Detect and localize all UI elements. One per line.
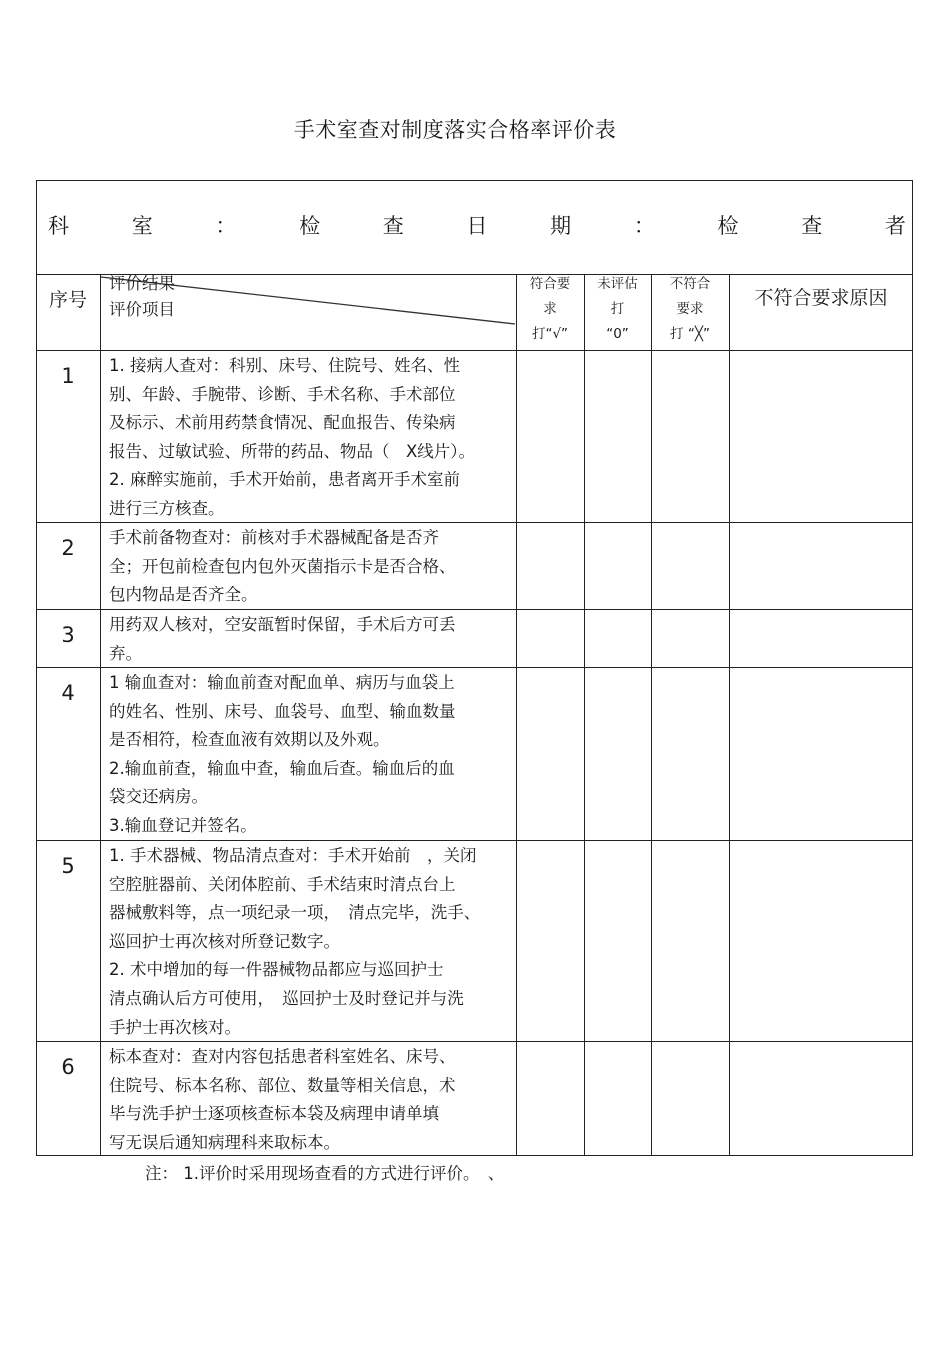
row-number: 1	[61, 364, 75, 388]
row-item-text: 标本查对：查对内容包括患者科室姓名、床号、	[109, 1047, 456, 1066]
row-item-text: 袋交还病房。	[109, 787, 208, 807]
row-item-text: 3.输血登记并签名。	[109, 816, 257, 835]
info-char: 查	[382, 214, 404, 238]
info-char: 检	[717, 214, 739, 238]
footnote: 注： 1.评价时采用现场查看的方式进行评价。 、	[145, 1164, 505, 1183]
header-col-conform-line: 打“√”	[531, 326, 569, 342]
row-item-text: 2. 术中增加的每一件器械物品都应与巡回护士	[109, 960, 444, 980]
header-col-nonconform	[651, 272, 729, 347]
row-number: 6	[61, 1055, 75, 1079]
row-item-text: 巡回护士再次核对所登记数字。	[109, 931, 340, 951]
row-item-text: 1. 接病人查对：科别、床号、住院号、姓名、性	[109, 356, 460, 375]
row-item-text: 是否相符，检查血液有效期以及外观。	[109, 730, 390, 750]
header-col-conform-line: 求	[543, 301, 557, 317]
row-item-text: 器械敷料等，点一项纪录一项， 清点完毕，洗手、	[109, 903, 481, 923]
row-item-text: 1. 手术器械、物品清点查对：手术开始前 ，关闭	[109, 846, 477, 865]
header-seq: 序号	[48, 289, 87, 311]
info-char: 科	[48, 214, 69, 238]
row-item-text: 弃。	[109, 643, 142, 663]
info-char: 检	[299, 214, 321, 238]
row-item-text: 空腔脏器前、关闭体腔前、手术结束时清点台上	[109, 874, 456, 894]
info-char: 日	[466, 214, 488, 238]
row-item-text: 包内物品是否齐全。	[109, 585, 258, 605]
info-char: ：	[633, 214, 655, 238]
header-col-unevaluated	[584, 272, 651, 347]
header-col-nonconform-line: 要求	[676, 301, 704, 317]
header-diag-top: 评价结果	[109, 274, 175, 293]
row-item-text: 报告、过敏试验、所带的药品、物品（ X线片）。	[109, 441, 476, 461]
row-item-text: 2.输血前查，输血中查，输血后查。输血后的血	[109, 758, 455, 778]
info-char: 者	[884, 214, 906, 238]
row-item-text: 2. 麻醉实施前，手术开始前，患者离开手术室前	[109, 470, 460, 490]
row-item-text: 写无误后通知病理科来取标本。	[109, 1132, 340, 1152]
header-col-unevaluated-line: 未评估	[597, 276, 638, 292]
info-char: 查	[801, 214, 823, 238]
row-item-text: 的姓名、性别、床号、血袋号、血型、输血数量	[109, 701, 456, 721]
row-item-text: 及标示、术前用药禁食情况、配血报告、传染病	[109, 413, 456, 433]
row-item-text: 用药双人核对，空安瓿暂时保留，手术后方可丢	[109, 615, 456, 634]
header-col-nonconform-line: 打 “╳”	[670, 326, 710, 342]
row-item-text: 1 输血查对：输血前查对配血单、病历与血袋上	[109, 673, 455, 692]
page-title: 手术室查对制度落实合格率评价表	[293, 118, 617, 142]
header-reason: 不符合要求原因	[754, 287, 888, 309]
info-char: 室	[131, 214, 153, 238]
header-col-unevaluated-line: “0”	[606, 326, 629, 342]
row-item-text: 毕与洗手护士逐项核查标本袋及病理申请单填	[109, 1104, 439, 1124]
info-char: 期	[550, 214, 572, 238]
row-item-text: 全；开包前检查包内包外灭菌指示卡是否合格、	[109, 556, 456, 576]
row-item-text: 手术前备物查对：前核对手术器械配备是否齐	[109, 528, 439, 547]
header-diag-bottom: 评价项目	[109, 300, 175, 319]
header-col-unevaluated-line: 打	[610, 301, 625, 317]
row-number: 3	[61, 623, 75, 647]
row-item-text: 住院号、标本名称、部位、数量等相关信息，术	[109, 1075, 456, 1095]
header-col-conform-line: 符合要	[529, 276, 571, 292]
header-col-nonconform-line: 不符合	[669, 276, 711, 292]
row-number: 4	[61, 681, 75, 705]
row-item-text: 进行三方核查。	[109, 499, 225, 518]
info-char: ：	[215, 214, 237, 238]
row-item-text: 清点确认后方可使用， 巡回护士及时登记并与洗	[109, 989, 464, 1008]
header-col-conform	[516, 272, 584, 347]
row-item-text: 别、年龄、手腕带、诊断、手术名称、手术部位	[109, 384, 456, 404]
row-number: 2	[61, 536, 75, 560]
row-number: 5	[61, 854, 75, 878]
row-item-text: 手护士再次核对。	[109, 1017, 241, 1037]
